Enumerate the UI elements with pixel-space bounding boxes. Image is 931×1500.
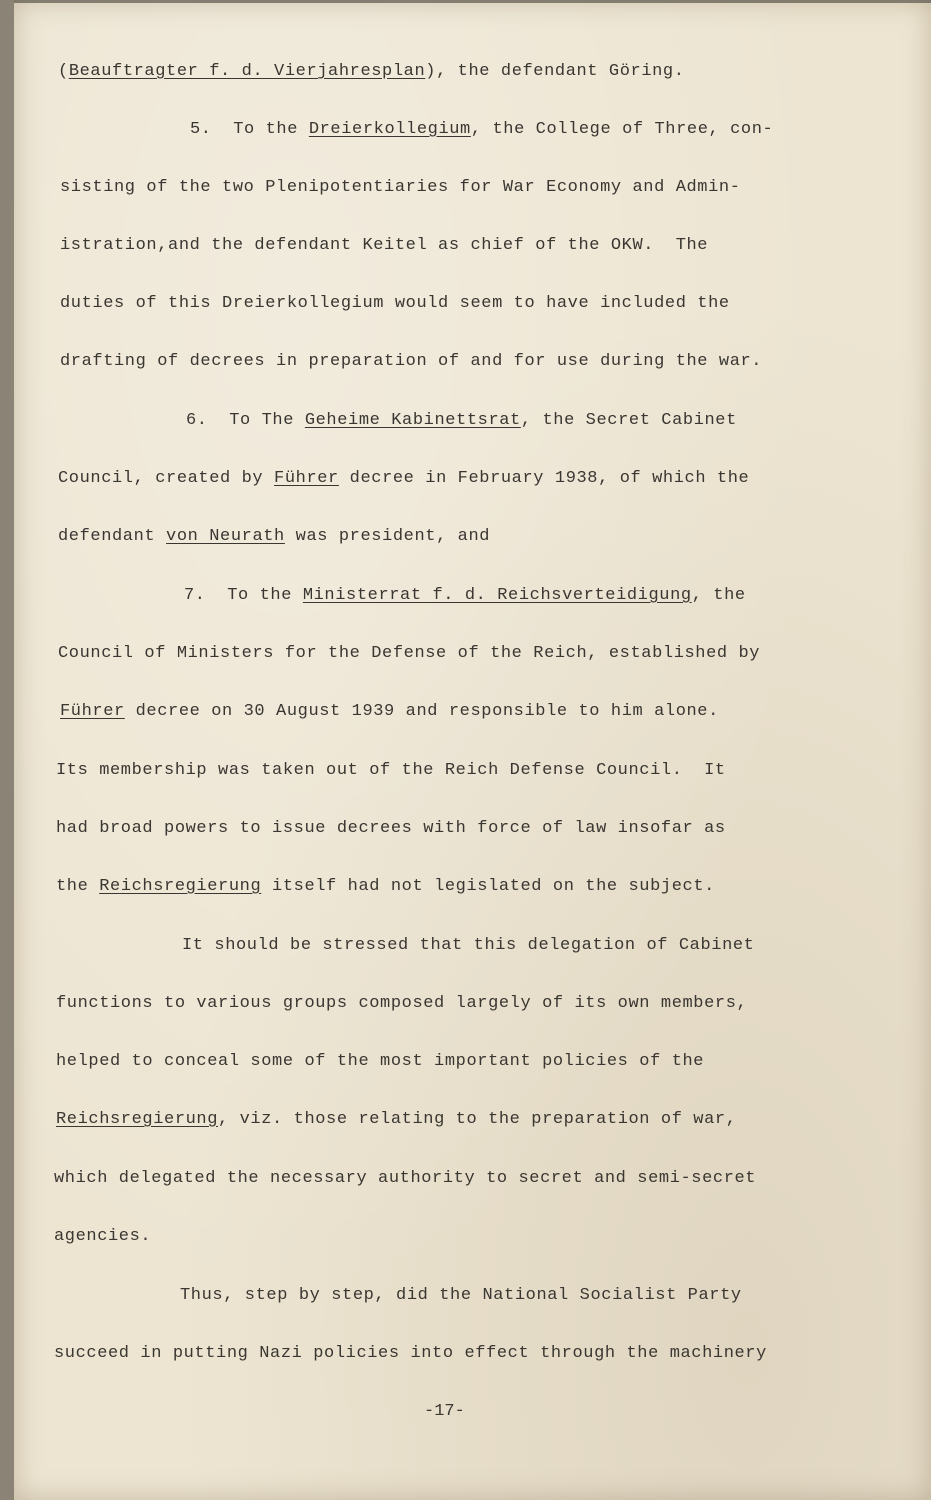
text-line-16	[182, 936, 755, 955]
top-edge-rule	[14, 0, 931, 3]
line-text: itself had not legislated on the subject.	[261, 877, 715, 896]
text-line-1: (Beauftragter f. d. Vierjahresplan), the defendant Göring.	[58, 62, 685, 81]
text-line-20	[54, 1169, 756, 1188]
underlined-term: Beauftragter f. d. Vierjahresplan	[68, 62, 426, 81]
line-text: , the Secret Cabinet	[520, 411, 737, 430]
line-text: was president, and	[284, 527, 491, 546]
text-line-6	[60, 352, 762, 371]
line-text: functions to various groups composed largely of its own members,	[56, 994, 748, 1013]
line-text: decree in February 1938, of which the	[338, 469, 750, 488]
line-text: had broad powers to issue decrees with force of law insofar as	[56, 819, 726, 838]
text-line-22	[180, 1286, 742, 1305]
line-text: , the	[691, 586, 746, 605]
underlined-term: Reichsregierung	[99, 877, 262, 896]
text-line-14	[56, 819, 726, 838]
line-text: the	[56, 877, 100, 896]
text-line-18	[56, 1052, 704, 1071]
text-line-13	[56, 761, 726, 780]
underlined-term: Reichsregierung	[56, 1110, 219, 1129]
text-line-7	[186, 411, 737, 430]
line-text: Council of Ministers for the Defense of the Reich, established by	[58, 644, 761, 663]
line-text: It should be stressed that this delegation of Cabinet	[182, 936, 755, 955]
underlined-term: Dreierkollegium	[308, 120, 471, 139]
line-text: succeed in putting Nazi policies into effect through the machinery	[54, 1344, 767, 1363]
line-text: 7. To the	[184, 586, 303, 605]
text-line-10	[184, 586, 746, 605]
line-text: ), the defendant Göring.	[425, 62, 685, 81]
text-line-3	[60, 178, 741, 197]
underlined-term: Geheime Kabinettsrat	[304, 411, 521, 430]
line-text: helped to conceal some of the most important policies of the	[56, 1052, 705, 1071]
text-line-12	[60, 702, 719, 721]
text-line-8	[58, 469, 749, 488]
text-line-9	[58, 527, 490, 546]
document-page	[14, 0, 931, 1500]
line-text: sisting of the two Plenipotentiaries for War Economy and Admin-	[60, 178, 741, 197]
underlined-term: Führer	[274, 469, 339, 488]
line-text: defendant	[58, 527, 167, 546]
text-line-23	[54, 1344, 767, 1363]
line-text: drafting of decrees in preparation of and for use during the war.	[60, 352, 763, 371]
line-text: 5. To the	[190, 120, 309, 139]
line-text: Its membership was taken out of the Reich Defense Council. It	[56, 761, 726, 780]
line-text: Council, created by	[58, 469, 275, 488]
text-line-4	[60, 236, 708, 255]
line-text: Thus, step by step, did the National Socialist Party	[180, 1286, 742, 1305]
line-text: 6. To The	[186, 411, 305, 430]
underlined-term: von Neurath	[166, 527, 285, 546]
text-line-21	[54, 1227, 151, 1246]
text-line-17	[56, 994, 747, 1013]
underlined-term: Führer	[60, 702, 125, 721]
line-text: , the College of Three, con-	[470, 120, 774, 139]
line-text: duties of this Dreierkollegium would seem to have included the	[60, 294, 730, 313]
text-line-11	[58, 644, 760, 663]
text-line-2	[190, 120, 773, 139]
text-line-5	[60, 294, 730, 313]
text-line-15	[56, 877, 715, 896]
text-line-19	[56, 1110, 737, 1129]
line-text: decree on 30 August 1939 and responsible to him alone.	[124, 702, 719, 721]
line-text: istration,and the defendant Keitel as chief of the OKW. The	[60, 236, 709, 255]
line-text: , viz. those relating to the preparation of war,	[218, 1110, 737, 1129]
page-number: -17-	[424, 1402, 465, 1421]
line-text: which delegated the necessary authority to secret and semi-secret	[54, 1169, 757, 1188]
line-text: agencies.	[54, 1227, 152, 1246]
underlined-term: Ministerrat f. d. Reichsverteidigung	[302, 586, 692, 605]
